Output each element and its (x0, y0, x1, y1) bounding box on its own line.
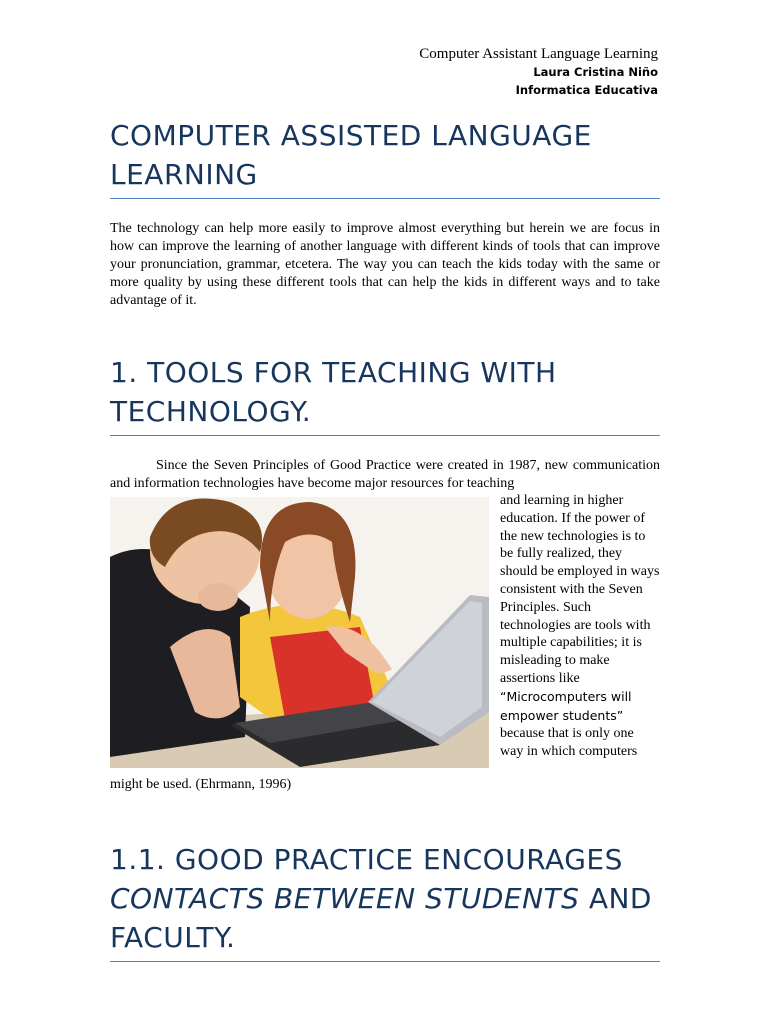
side-text-quote: “Microcomputers will empower students” (500, 688, 632, 723)
main-heading: COMPUTER ASSISTED LANGUAGE LEARNING (110, 116, 660, 199)
students-laptop-illustration (110, 497, 489, 768)
section-1-1-heading (110, 840, 660, 962)
section-1-1-heading-end: AND FACULTY. (110, 882, 652, 954)
header-doc-title: Computer Assistant Language Learning (419, 46, 658, 62)
header-course: Informatica Educativa (515, 83, 658, 97)
side-text-main: and learning in higher education. If the power of the new technologies is to be fully realized, they should be employed in ways consistent with the Seven Principles. Such technologies are tools with multiple capabilities; it is misleading to make assertions like (500, 493, 660, 686)
section-1-paragraph-side (500, 492, 660, 761)
section-1-paragraph-lead: Since the Seven Principles of Good Practice were created in 1987, new communication and information technologies have become major resources for teaching (110, 458, 660, 491)
section-1-citation: might be used. (Ehrmann, 1996) (110, 777, 292, 792)
students-laptop-photo (110, 497, 489, 768)
section-1-1-heading-italic: CONTACTS BETWEEN STUDENTS (110, 882, 580, 915)
section-1-1-heading-normal: 1.1. GOOD PRACTICE ENCOURAGES (110, 843, 623, 876)
side-text-end: because that is only one way in which computers (500, 726, 638, 760)
page-header (419, 45, 658, 99)
section-1-heading: 1. TOOLS FOR TEACHING WITH TECHNOLOGY. (110, 353, 660, 436)
intro-paragraph: The technology can help more easily to improve almost everything but herein we are focus in how can improve the learning of another language with different kinds of tools that can improve your pronunciation, grammar, etcetera. The way you can teach the kids today with the same or more quality by using these different tools that can help the kids in different ways and to take advantage of it. (110, 221, 660, 308)
header-author: Laura Cristina Niño (533, 65, 658, 79)
